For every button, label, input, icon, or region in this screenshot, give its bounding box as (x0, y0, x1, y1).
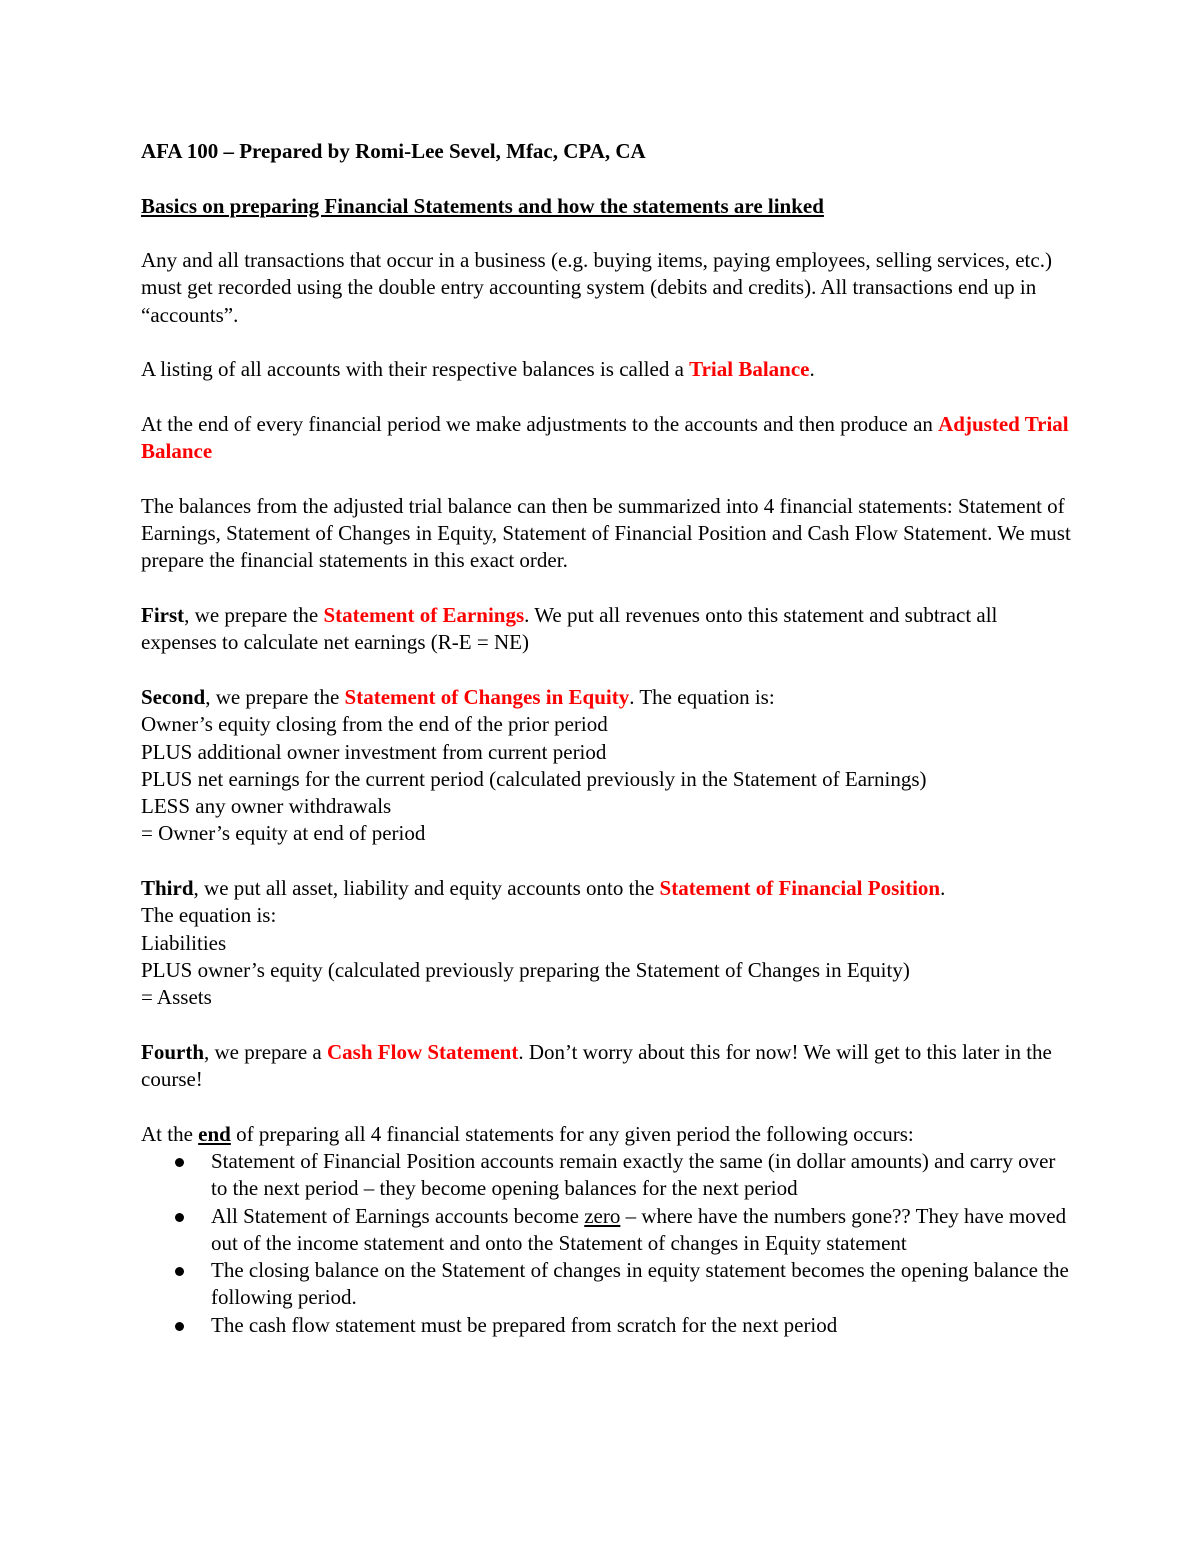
paragraph-text: , we prepare the (205, 684, 345, 709)
bullet-item (141, 1312, 1071, 1339)
bullet-text: The closing balance on the Statement of changes in equity statement becomes the opening balance the following period. (211, 1258, 1069, 1310)
emphasis-zero: zero (584, 1203, 621, 1228)
emphasis-end: end (198, 1121, 231, 1146)
equation-line: LESS any owner withdrawals (141, 794, 392, 819)
section-heading: Basics on preparing Financial Statements and how the statements are linked (141, 193, 824, 218)
paragraph-text: of preparing all 4 financial statements for any given period the following occurs: (230, 1121, 914, 1146)
document-body (141, 138, 1071, 1339)
paragraph-text: A listing of all accounts with their respective balances is called a (141, 357, 690, 382)
term-cash-flow-statement: Cash Flow Statement (327, 1039, 519, 1064)
paragraph-text: . We put all revenues onto this statement and subtract all expenses to calculate net earnings (R-E = NE) (141, 603, 998, 655)
paragraph-text: . Don’t worry about this for now! We will get to this later in the course! (141, 1039, 1052, 1092)
bullet-item (141, 1148, 1071, 1203)
step-label-second: Second (141, 684, 206, 709)
fourth-step-paragraph (141, 1039, 1071, 1094)
second-step-paragraph (141, 684, 1071, 848)
bullet-text: Statement of Financial Position accounts remain exactly the same (in dollar amounts) and carry over to the next period – they become opening balances for the next period (211, 1148, 1056, 1201)
equation-line: Owner’s equity closing from the end of the prior period (141, 712, 608, 737)
intro-paragraph: Any and all transactions that occur in a business (e.g. buying items, paying employees, selling services, etc.) must get recorded using the double entry accounting system (debits and credits). All transactions end up in “accounts”. (141, 248, 1052, 327)
bullet-item (141, 1203, 1071, 1258)
equation-line: The equation is: (141, 903, 277, 928)
equation-line: = Owner’s equity at end of period (141, 821, 426, 846)
paragraph-text: At the end of every financial period we make adjustments to the accounts and then produce an (141, 411, 939, 436)
equation-line: PLUS additional owner investment from current period (141, 739, 607, 764)
paragraph-text: . The equation is: (629, 684, 775, 709)
trial-balance-paragraph (141, 356, 1071, 383)
end-of-period-intro (141, 1121, 1071, 1148)
paragraph-text: . (809, 357, 815, 382)
bullet-text: All Statement of Earnings accounts become (211, 1203, 585, 1228)
bullet-list (141, 1148, 1071, 1339)
document-title: AFA 100 – Prepared by Romi-Lee Sevel, Mfac, CPA, CA (141, 139, 646, 163)
adjusted-trial-balance-paragraph (141, 411, 1071, 466)
paragraph-text: At the (141, 1121, 199, 1146)
financial-statements-paragraph: The balances from the adjusted trial balance can then be summarized into 4 financial statements: Statement of Earnings, Statement of Changes in Equity, Statement of Financial Position and Cash Flow Statement. We must prepare the financial statements in this exact order. (141, 493, 1071, 573)
term-statement-of-changes-in-equity: Statement of Changes in Equity (344, 684, 630, 709)
third-step-paragraph (141, 875, 1071, 1011)
paragraph-text: , we put all asset, liability and equity accounts onto the (193, 876, 660, 901)
first-step-paragraph (141, 602, 1071, 657)
bullet-dot-icon (175, 1322, 184, 1331)
step-label-third: Third (141, 876, 194, 901)
term-adjusted-trial-balance: Adjusted Trial Balance (141, 411, 1069, 464)
bullet-text: The cash flow statement must be prepared from scratch for the next period (211, 1312, 838, 1337)
bullet-dot-icon (175, 1267, 184, 1276)
equation-line: = Assets (141, 985, 212, 1010)
bullet-text: – where have the numbers gone?? They have moved out of the income statement and onto the Statement of changes in Equity statement (211, 1203, 1067, 1255)
bullet-dot-icon (175, 1213, 184, 1222)
bullet-dot-icon (175, 1158, 184, 1167)
term-trial-balance: Trial Balance (689, 357, 810, 382)
term-statement-of-earnings: Statement of Earnings (323, 603, 525, 628)
paragraph-text: , we prepare a (204, 1039, 328, 1064)
paragraph-text: , we prepare the (184, 603, 324, 628)
equation-line: Liabilities (141, 930, 227, 955)
end-of-period-section (141, 1121, 1071, 1339)
step-label-first: First (141, 603, 185, 628)
paragraph-text: . (940, 876, 946, 901)
step-label-fourth: Fourth (141, 1039, 204, 1064)
equation-line: PLUS net earnings for the current period (calculated previously in the Statement of Earnings) (141, 766, 927, 791)
bullet-item (141, 1257, 1071, 1312)
equation-line: PLUS owner’s equity (calculated previously preparing the Statement of Changes in Equity) (141, 957, 910, 982)
term-statement-of-financial-position: Statement of Financial Position (659, 876, 941, 901)
